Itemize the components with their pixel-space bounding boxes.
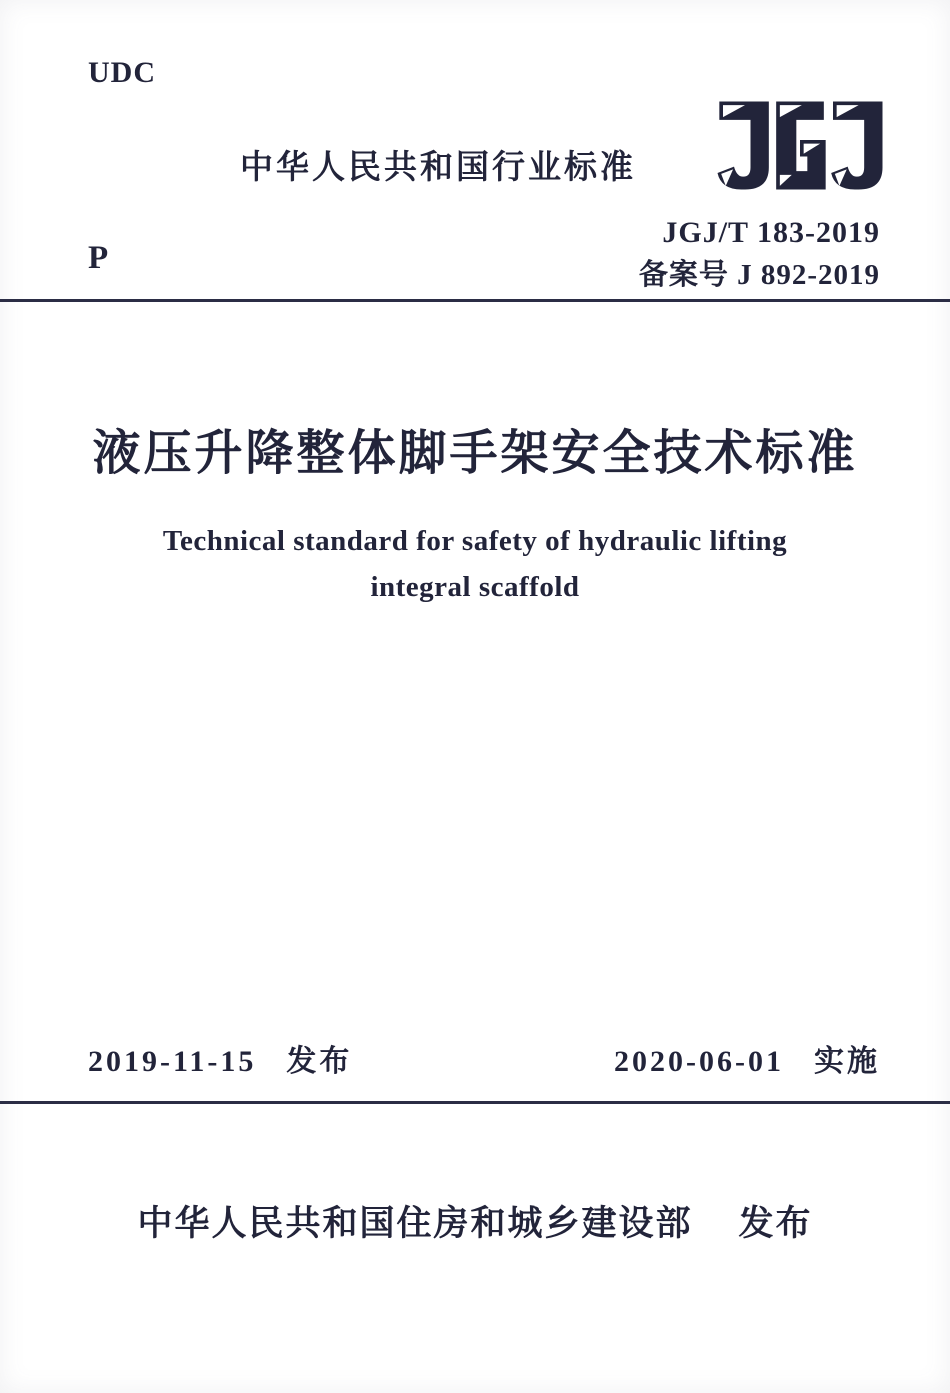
title-english-line2: integral scaffold: [370, 571, 580, 603]
implement-label: 实施: [814, 1045, 880, 1078]
title-english-line1: Technical standard for safety of hydraulic lifting: [162, 525, 788, 557]
issue-date-item: [88, 1036, 352, 1080]
publisher-publish-label: 发布: [738, 1204, 813, 1243]
classification-code: P: [88, 240, 109, 276]
issue-date: 2019-11-15: [88, 1045, 257, 1078]
issue-label: 发布: [286, 1045, 353, 1078]
implement-date: 2020-06-01: [614, 1045, 784, 1078]
title-chinese: 液压升降整体脚手架安全技术标准: [92, 427, 858, 480]
udc-label: UDC: [88, 56, 156, 89]
publisher-row: [0, 1196, 950, 1246]
title-english: [0, 518, 950, 610]
standard-number: JGJ/T 183-2019: [662, 216, 880, 249]
publisher-name: 中华人民共和国住房和城乡建设部: [137, 1204, 693, 1243]
implement-date-item: [614, 1036, 880, 1080]
standard-type-heading: 中华人民共和国行业标准: [240, 148, 636, 185]
record-number: 备案号 J 892-2019: [638, 259, 880, 291]
top-divider: [0, 299, 950, 302]
bottom-divider: [0, 1101, 950, 1104]
jgj-logo: [712, 96, 888, 195]
dates-row: [88, 1036, 880, 1080]
